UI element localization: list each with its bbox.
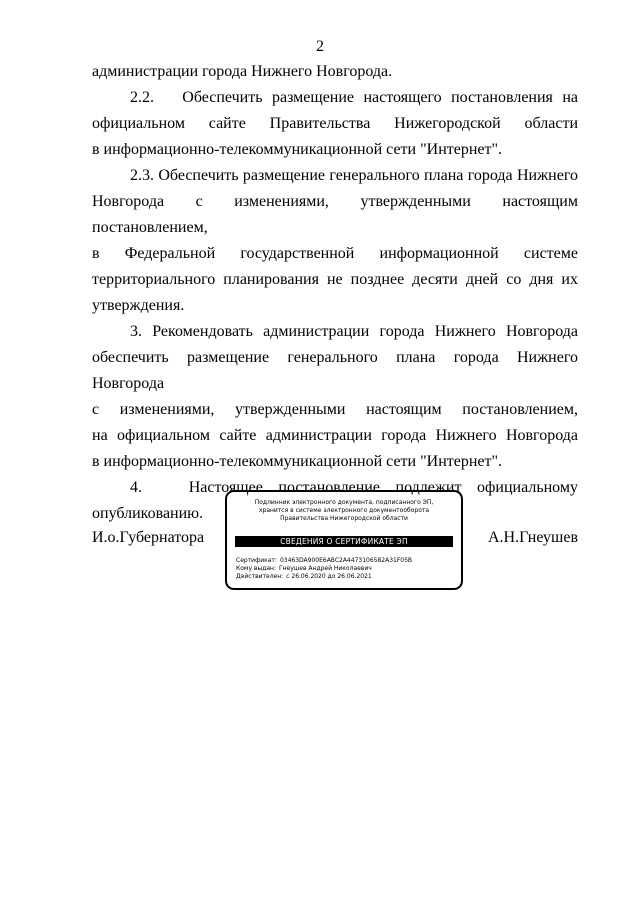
stamp-note: Подлинник электронного документа, подписанного ЭП, хранится в системе электронного документооборота Правительства Нижегородской области: [254, 499, 434, 522]
validity-value: с 26.06.2020 до 26.06.2021: [286, 573, 372, 580]
stamp-header: СВЕДЕНИЯ О СЕРТИФИКАТЕ ЭП: [235, 536, 453, 547]
validity-row: [236, 573, 455, 581]
paragraph-3-line-2: с изменениями, утвержденными настоящим постановлением,: [92, 401, 578, 418]
certificate-label: Сертификат:: [236, 557, 277, 564]
paragraph-2-2: 2.2. Обеспечить размещение настоящего постановления на официальном сайте Правительства Нижегородской области: [92, 89, 578, 132]
paragraph-2-3-end: в Федеральной государственной информационной системе территориального планирования не позднее десяти дней со дня их утверждения.: [92, 245, 578, 314]
document-body: [92, 59, 578, 527]
stamp-details: [236, 557, 455, 581]
paragraph-3-line-4: в информационно-телекоммуникационной сети "Интернет".: [92, 453, 503, 470]
validity-label: Действителен:: [236, 573, 284, 580]
page-number: 2: [316, 38, 324, 55]
certificate-row: [236, 557, 455, 565]
paragraph-4: 4. Настоящее постановление подлежит официальному опубликованию.: [92, 479, 578, 522]
paragraph-2-3: 2.3. Обеспечить размещение генерального плана города Нижнего Новгорода с изменениями, утвержденными настоящим постановлением,: [92, 167, 578, 236]
issued-to-row: [236, 565, 455, 573]
paragraph-3: 3. Рекомендовать администрации города Нижнего Новгорода обеспечить размещение генерального плана города Нижнего Новгорода: [92, 323, 578, 392]
paragraph-2-2-end: в информационно-телекоммуникационной сети "Интернет".: [92, 141, 503, 158]
signature-block: [92, 487, 578, 595]
signer-name: А.Н.Гнеушев: [488, 529, 578, 546]
signer-position: И.о.Губернатора: [92, 529, 205, 546]
issued-to-label: Кому выдан:: [236, 565, 276, 572]
electronic-signature-stamp: [225, 490, 463, 590]
certificate-value: 03463DA900E6ABC2A4473106582A31F05B: [279, 557, 413, 564]
issued-to-value: Гнеушев Андрей Николаевич: [278, 565, 372, 572]
paragraph-3-line-3: на официальном сайте администрации города Нижнего Новгорода: [92, 427, 578, 444]
paragraph-continuation: администрации города Нижнего Новгорода.: [92, 63, 393, 80]
